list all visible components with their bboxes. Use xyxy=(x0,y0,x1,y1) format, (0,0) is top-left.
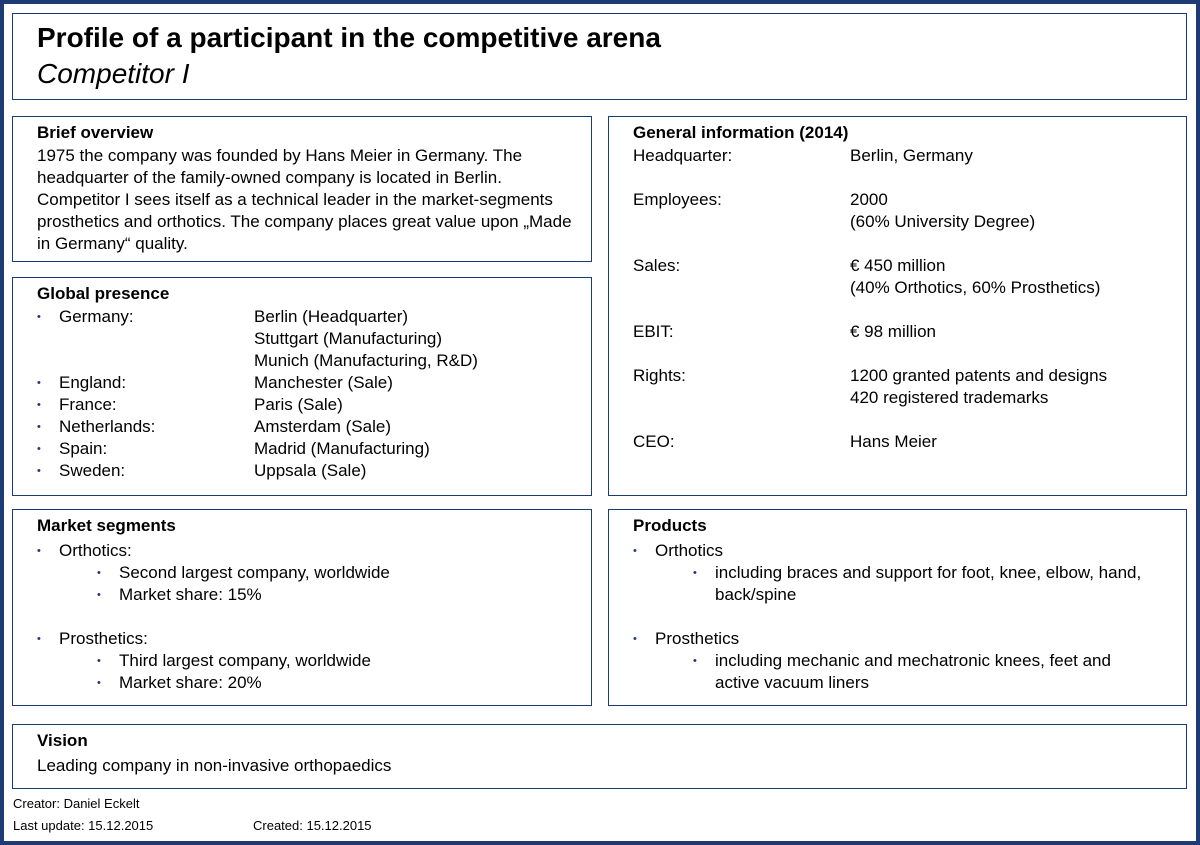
bullet-icon: • xyxy=(37,633,41,645)
sub-bullet-icon: • xyxy=(97,677,101,689)
info-value: (60% University Degree) xyxy=(850,212,1036,231)
info-value: 1200 granted patents and designs xyxy=(850,366,1108,385)
bullet-icon: • xyxy=(37,421,41,433)
site-label: Manchester (Sale) xyxy=(254,373,393,392)
site-label: Paris (Sale) xyxy=(254,395,343,414)
general-info-title: General information (2014) xyxy=(633,123,849,142)
bullet-icon: • xyxy=(37,377,41,389)
footer-last-update: Last update: 15.12.2015 xyxy=(13,818,154,833)
page-subtitle: Competitor I xyxy=(37,58,190,89)
overview-title: Brief overview xyxy=(37,123,154,142)
info-label: Employees: xyxy=(633,190,722,209)
site-label: Berlin (Headquarter) xyxy=(254,307,409,326)
bullet-icon: • xyxy=(37,545,41,557)
footer-creator: Creator: Daniel Eckelt xyxy=(13,796,140,811)
country-label: France: xyxy=(59,395,117,414)
site-label: Amsterdam (Sale) xyxy=(254,417,391,436)
info-value: Berlin, Germany xyxy=(850,146,973,165)
country-label: Spain: xyxy=(59,439,108,458)
sub-bullet-icon: • xyxy=(97,655,101,667)
sub-bullet-icon: • xyxy=(693,567,697,579)
info-value: Hans Meier xyxy=(850,432,937,451)
info-value: (40% Orthotics, 60% Prosthetics) xyxy=(850,278,1101,297)
country-label: Germany: xyxy=(59,307,134,326)
site-label: Stuttgart (Manufacturing) xyxy=(254,329,443,348)
bullet-icon: • xyxy=(37,443,41,455)
info-label: EBIT: xyxy=(633,322,674,341)
bullet-icon: • xyxy=(37,311,41,323)
product-line: back/spine xyxy=(715,585,797,604)
info-value: 420 registered trademarks xyxy=(850,388,1049,407)
market-segments-title: Market segments xyxy=(37,516,176,535)
overview-box xyxy=(12,116,592,262)
segment-item: Market share: 15% xyxy=(119,585,262,604)
info-value: 2000 xyxy=(850,190,888,209)
segment-name: Orthotics: xyxy=(59,541,132,560)
bullet-icon: • xyxy=(633,545,637,557)
site-label: Uppsala (Sale) xyxy=(254,461,367,480)
segment-item: Second largest company, worldwide xyxy=(119,563,390,582)
info-value: € 98 million xyxy=(850,322,936,341)
product-group-name: Orthotics xyxy=(655,541,724,560)
product-line: active vacuum liners xyxy=(715,673,870,692)
products-box xyxy=(608,509,1187,706)
products-title: Products xyxy=(633,516,707,535)
site-label: Munich (Manufacturing, R&D) xyxy=(254,351,478,370)
bullet-icon: • xyxy=(633,633,637,645)
segment-item: Third largest company, worldwide xyxy=(119,651,371,670)
product-line: including braces and support for foot, knee, elbow, hand, xyxy=(715,563,1142,582)
global-presence-box xyxy=(12,277,592,496)
global-presence-title: Global presence xyxy=(37,284,170,303)
bullet-icon: • xyxy=(37,465,41,477)
header-box xyxy=(12,13,1187,100)
country-label: Netherlands: xyxy=(59,417,156,436)
sub-bullet-icon: • xyxy=(97,567,101,579)
info-label: Sales: xyxy=(633,256,681,275)
overview-text: 1975 the company was founded by Hans Meier in Germany. The headquarter of the family-owned company is located in Berlin. Competitor I sees itself as a technical leader in the market-segments prosthetics and orthotics. The company places great value upon „Made in Germany“ quality. xyxy=(37,146,572,253)
vision-box xyxy=(12,724,1187,789)
info-value: € 450 million xyxy=(850,256,946,275)
info-label: Headquarter: xyxy=(633,146,733,165)
country-label: England: xyxy=(59,373,127,392)
product-line: including mechanic and mechatronic knees, feet and xyxy=(715,651,1111,670)
segment-item: Market share: 20% xyxy=(119,673,262,692)
vision-title: Vision xyxy=(37,731,88,750)
country-label: Sweden: xyxy=(59,461,126,480)
sub-bullet-icon: • xyxy=(97,589,101,601)
page-title: Profile of a participant in the competitive arena xyxy=(37,22,661,53)
general-info-box xyxy=(608,116,1187,496)
sub-bullet-icon: • xyxy=(693,655,697,667)
vision-text: Leading company in non-invasive orthopaedics xyxy=(37,756,392,775)
market-segments-box xyxy=(12,509,592,706)
bullet-icon: • xyxy=(37,399,41,411)
product-group-name: Prosthetics xyxy=(655,629,740,648)
footer-created: Created: 15.12.2015 xyxy=(253,818,372,833)
info-label: CEO: xyxy=(633,432,675,451)
info-label: Rights: xyxy=(633,366,686,385)
segment-name: Prosthetics: xyxy=(59,629,148,648)
site-label: Madrid (Manufacturing) xyxy=(254,439,430,458)
